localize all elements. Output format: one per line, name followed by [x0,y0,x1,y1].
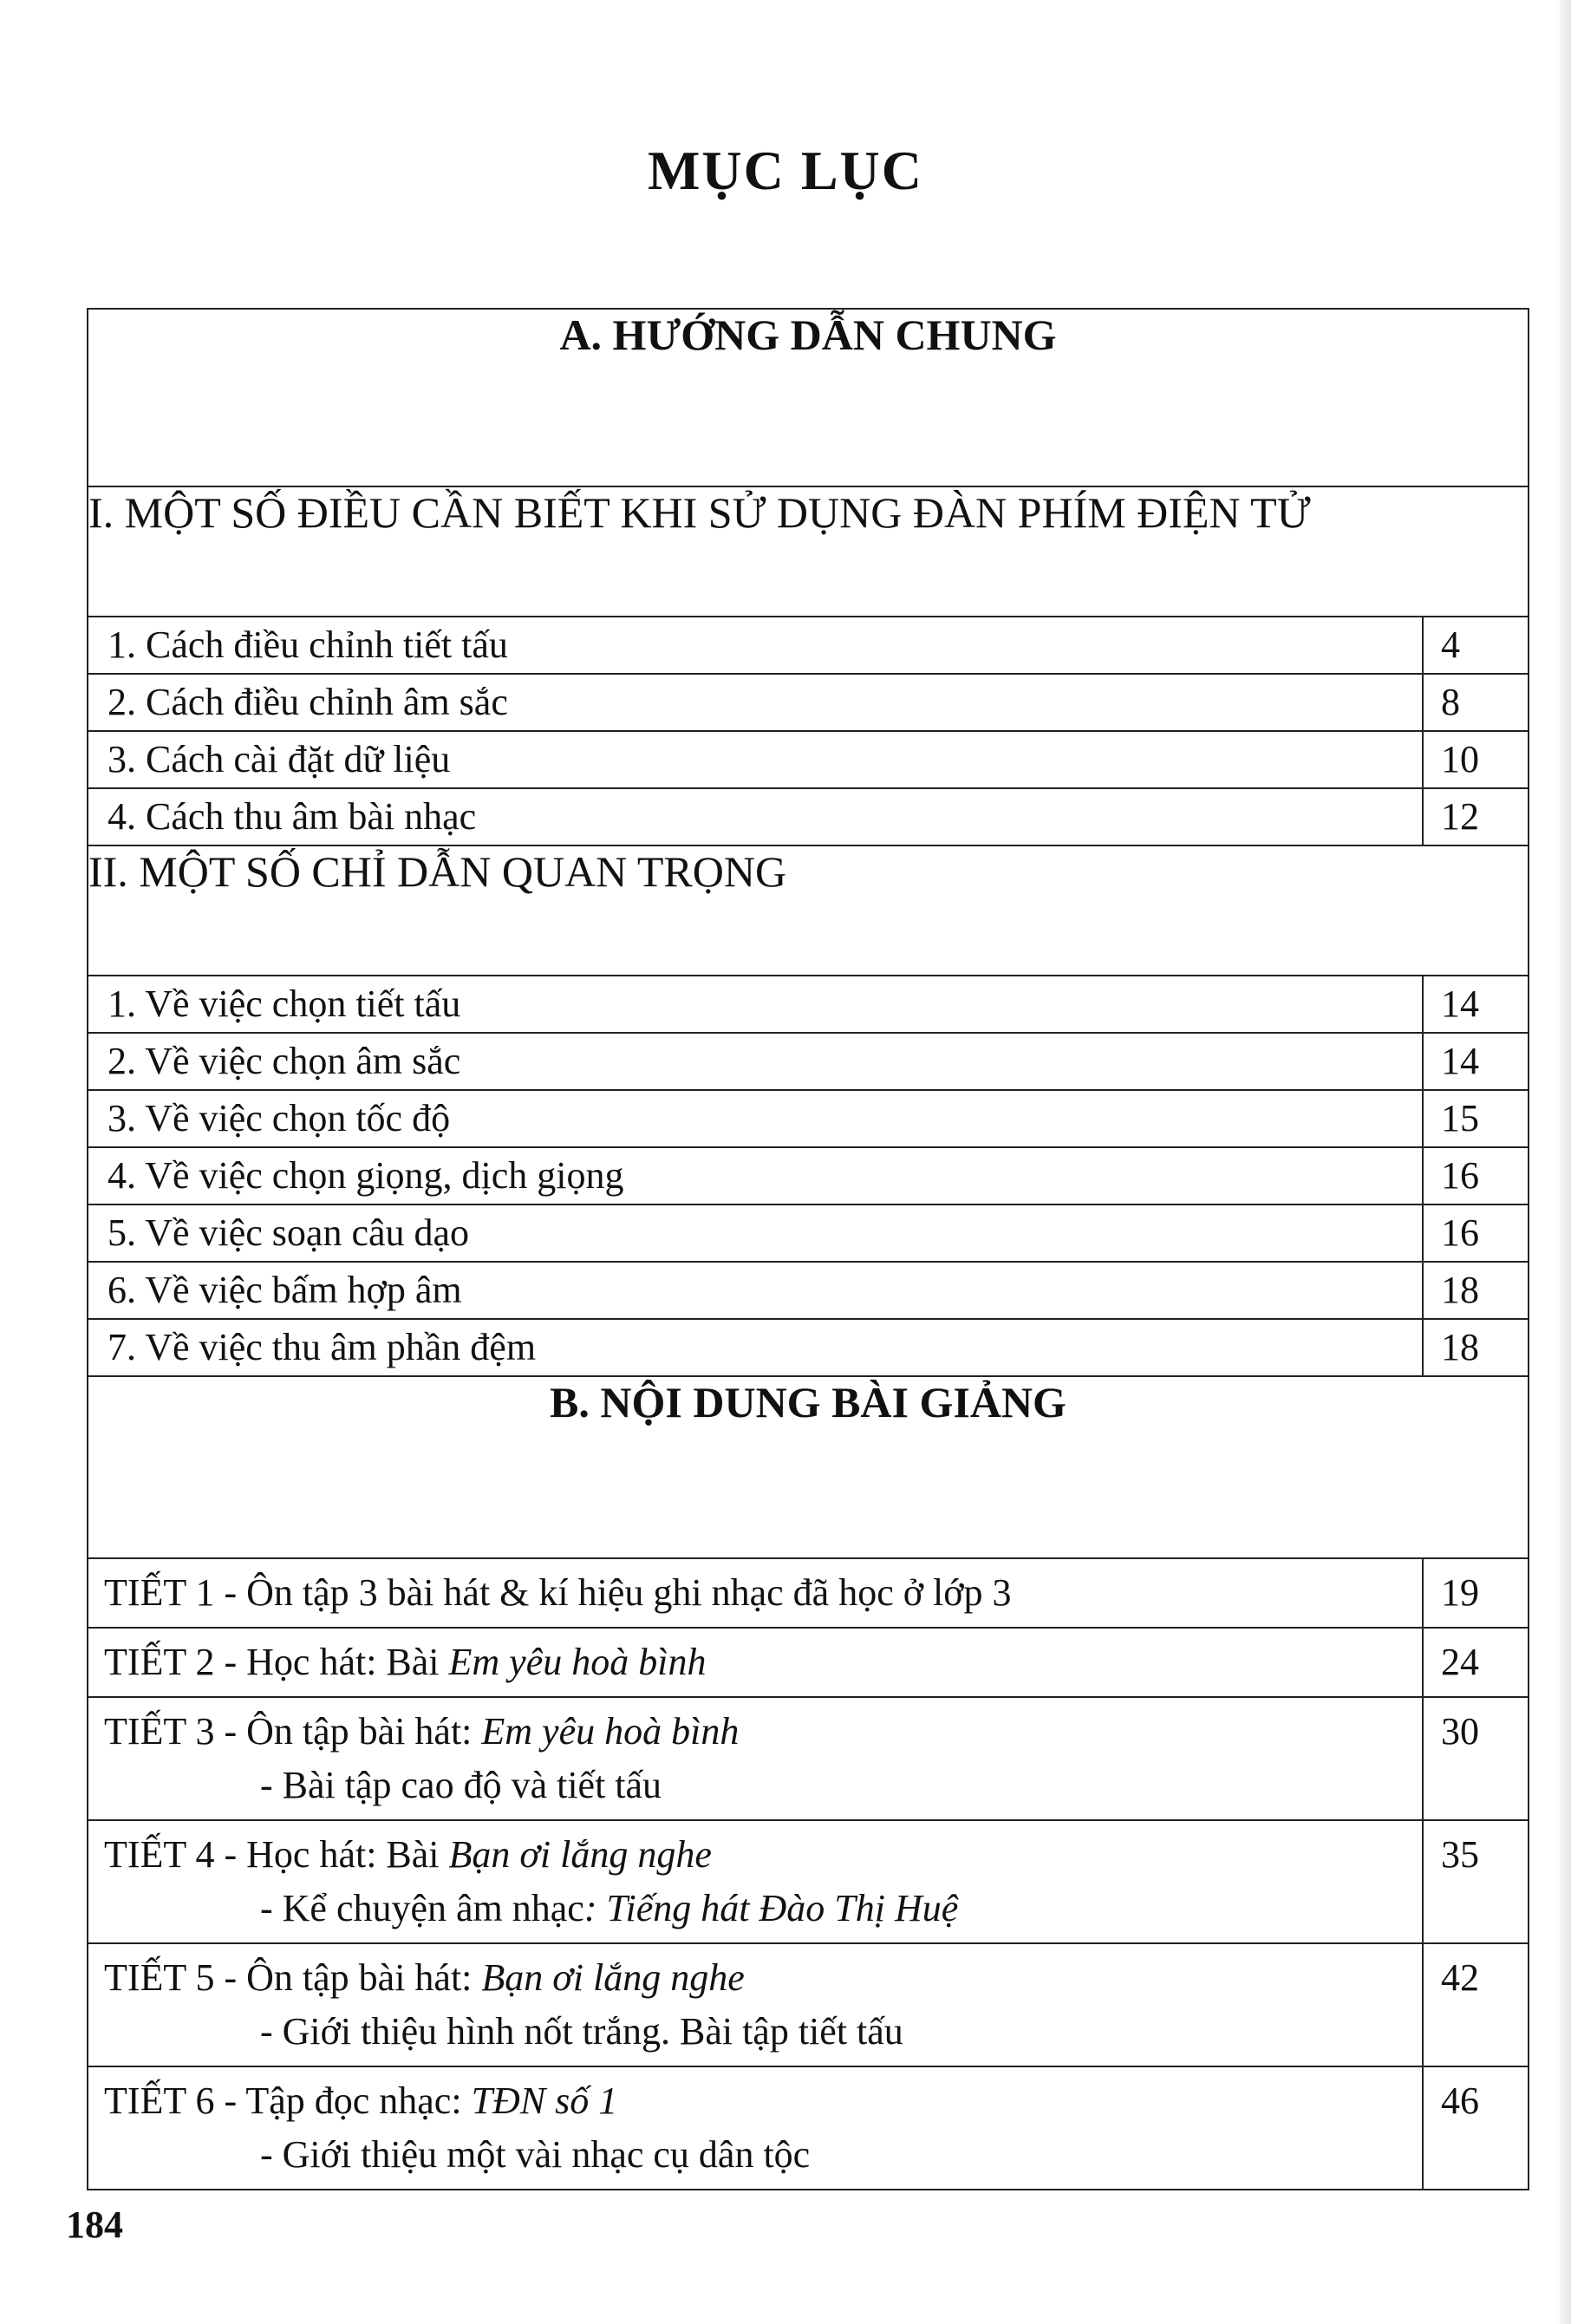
toc-row [88,976,1529,1033]
toc-entry-page: 18 [1423,1319,1529,1376]
section-a-row [88,309,1529,486]
toc-entry-title: 4. Cách thu âm bài nhạc [88,788,1423,845]
lesson-title [88,1820,1423,1943]
toc-entry-title: 3. Về việc chọn tốc độ [88,1090,1423,1147]
lesson-title [88,1628,1423,1697]
part2-heading: II. MỘT SỐ CHỈ DẪN QUAN TRỌNG [88,845,1529,976]
lesson-row [88,2066,1529,2190]
toc-row [88,731,1529,788]
song-title: Bạn ơi lắng nghe [448,1833,712,1876]
lesson-row [88,1943,1529,2066]
lesson-line-2: - Giới thiệu một vài nhạc cụ dân tộc [260,2133,811,2176]
toc-row [88,674,1529,731]
lesson-line-1 [104,1566,1422,1620]
lesson-title [88,1697,1423,1820]
part2-row [88,845,1529,976]
lesson-page: 30 [1423,1697,1529,1820]
toc-entry-title: 2. Cách điều chỉnh âm sắc [88,674,1423,731]
lesson-text: TIẾT 3 - Ôn tập bài hát: [104,1710,482,1753]
scan-edge-shadow [1555,0,1571,2324]
toc-row [88,1090,1529,1147]
lesson-title [88,2066,1423,2190]
part1-row [88,486,1529,617]
song-title: Em yêu hoà bình [481,1710,740,1753]
lesson-text: TIẾT 2 - Học hát: Bài [104,1641,449,1683]
lesson-line-2: - Giới thiệu hình nốt trắng. Bài tập tiết tấu [260,2010,903,2053]
lesson-page: 19 [1423,1558,1529,1628]
toc-row [88,1147,1529,1204]
toc-entry-title: 5. Về việc soạn câu dạo [88,1204,1423,1262]
lesson-page: 35 [1423,1820,1529,1943]
lesson-row [88,1558,1529,1628]
table-of-contents [87,308,1529,2190]
toc-entry-page: 18 [1423,1262,1529,1319]
toc-row [88,788,1529,845]
toc-entry-page: 12 [1423,788,1529,845]
toc-row [88,1204,1529,1262]
page-title: MỤC LỤC [648,140,923,201]
toc-row [88,1262,1529,1319]
lesson-page: 46 [1423,2066,1529,2190]
toc-entry-title: 2. Về việc chọn âm sắc [88,1033,1423,1090]
toc-entry-page: 16 [1423,1147,1529,1204]
lesson-text: TIẾT 6 - Tập đọc nhạc: [104,2079,472,2122]
toc-entry-page: 14 [1423,1033,1529,1090]
toc-entry-title: 1. Về việc chọn tiết tấu [88,976,1423,1033]
lesson-line-2: - Bài tập cao độ và tiết tấu [260,1764,662,1806]
toc-entry-title: 3. Cách cài đặt dữ liệu [88,731,1423,788]
song-title: Em yêu hoà bình [448,1641,707,1683]
section-a-heading: A. HƯỚNG DẪN CHUNG [88,309,1529,486]
story-title: : Tiếng hát Đào Thị Huệ [583,1887,959,1929]
lesson-row [88,1820,1529,1943]
toc-row [88,617,1529,674]
lesson-row [88,1697,1529,1820]
lesson-page: 42 [1423,1943,1529,2066]
toc-entry-page: 14 [1423,976,1529,1033]
toc-entry-page: 15 [1423,1090,1529,1147]
lesson-title [88,1943,1423,2066]
lesson-text: TIẾT 1 - Ôn tập 3 bài hát & kí hiệu ghi nhạc đã học ở lớp 3 [104,1571,1012,1614]
lesson-line-1 [104,1828,1422,1882]
section-b-row [88,1376,1529,1558]
lesson-subtext: - Kể chuyện âm nhạc [260,1887,584,1929]
lesson-line-1 [104,1705,1422,1759]
lesson-line-1 [104,2074,1422,2128]
toc-entry-title: 4. Về việc chọn giọng, dịch giọng [88,1147,1423,1204]
part1-heading: I. MỘT SỐ ĐIỀU CẦN BIẾT KHI SỬ DỤNG ĐÀN PHÍM ĐIỆN TỬ [88,486,1529,617]
lesson-title [88,1558,1423,1628]
section-b-heading: B. NỘI DUNG BÀI GIẢNG [88,1376,1529,1558]
page-number: 184 [66,2203,123,2246]
toc-entry-page: 16 [1423,1204,1529,1262]
lesson-line-2 [104,1882,1422,1936]
song-title: Bạn ơi lắng nghe [481,1956,745,1999]
toc-entry-page: 4 [1423,617,1529,674]
lesson-row [88,1628,1529,1697]
lesson-line-1 [104,1951,1422,2005]
lesson-page: 24 [1423,1628,1529,1697]
toc-row [88,1319,1529,1376]
lesson-text: TIẾT 5 - Ôn tập bài hát: [104,1956,482,1999]
toc-entry-page: 8 [1423,674,1529,731]
toc-entry-title: 6. Về việc bấm hợp âm [88,1262,1423,1319]
toc-entry-page: 10 [1423,731,1529,788]
toc-row [88,1033,1529,1090]
lesson-text: TIẾT 4 - Học hát: Bài [104,1833,449,1876]
lesson-line-1 [104,1635,1422,1689]
toc-entry-title: 7. Về việc thu âm phần đệm [88,1319,1423,1376]
toc-entry-title: 1. Cách điều chỉnh tiết tấu [88,617,1423,674]
song-title: TĐN số 1 [471,2079,618,2122]
